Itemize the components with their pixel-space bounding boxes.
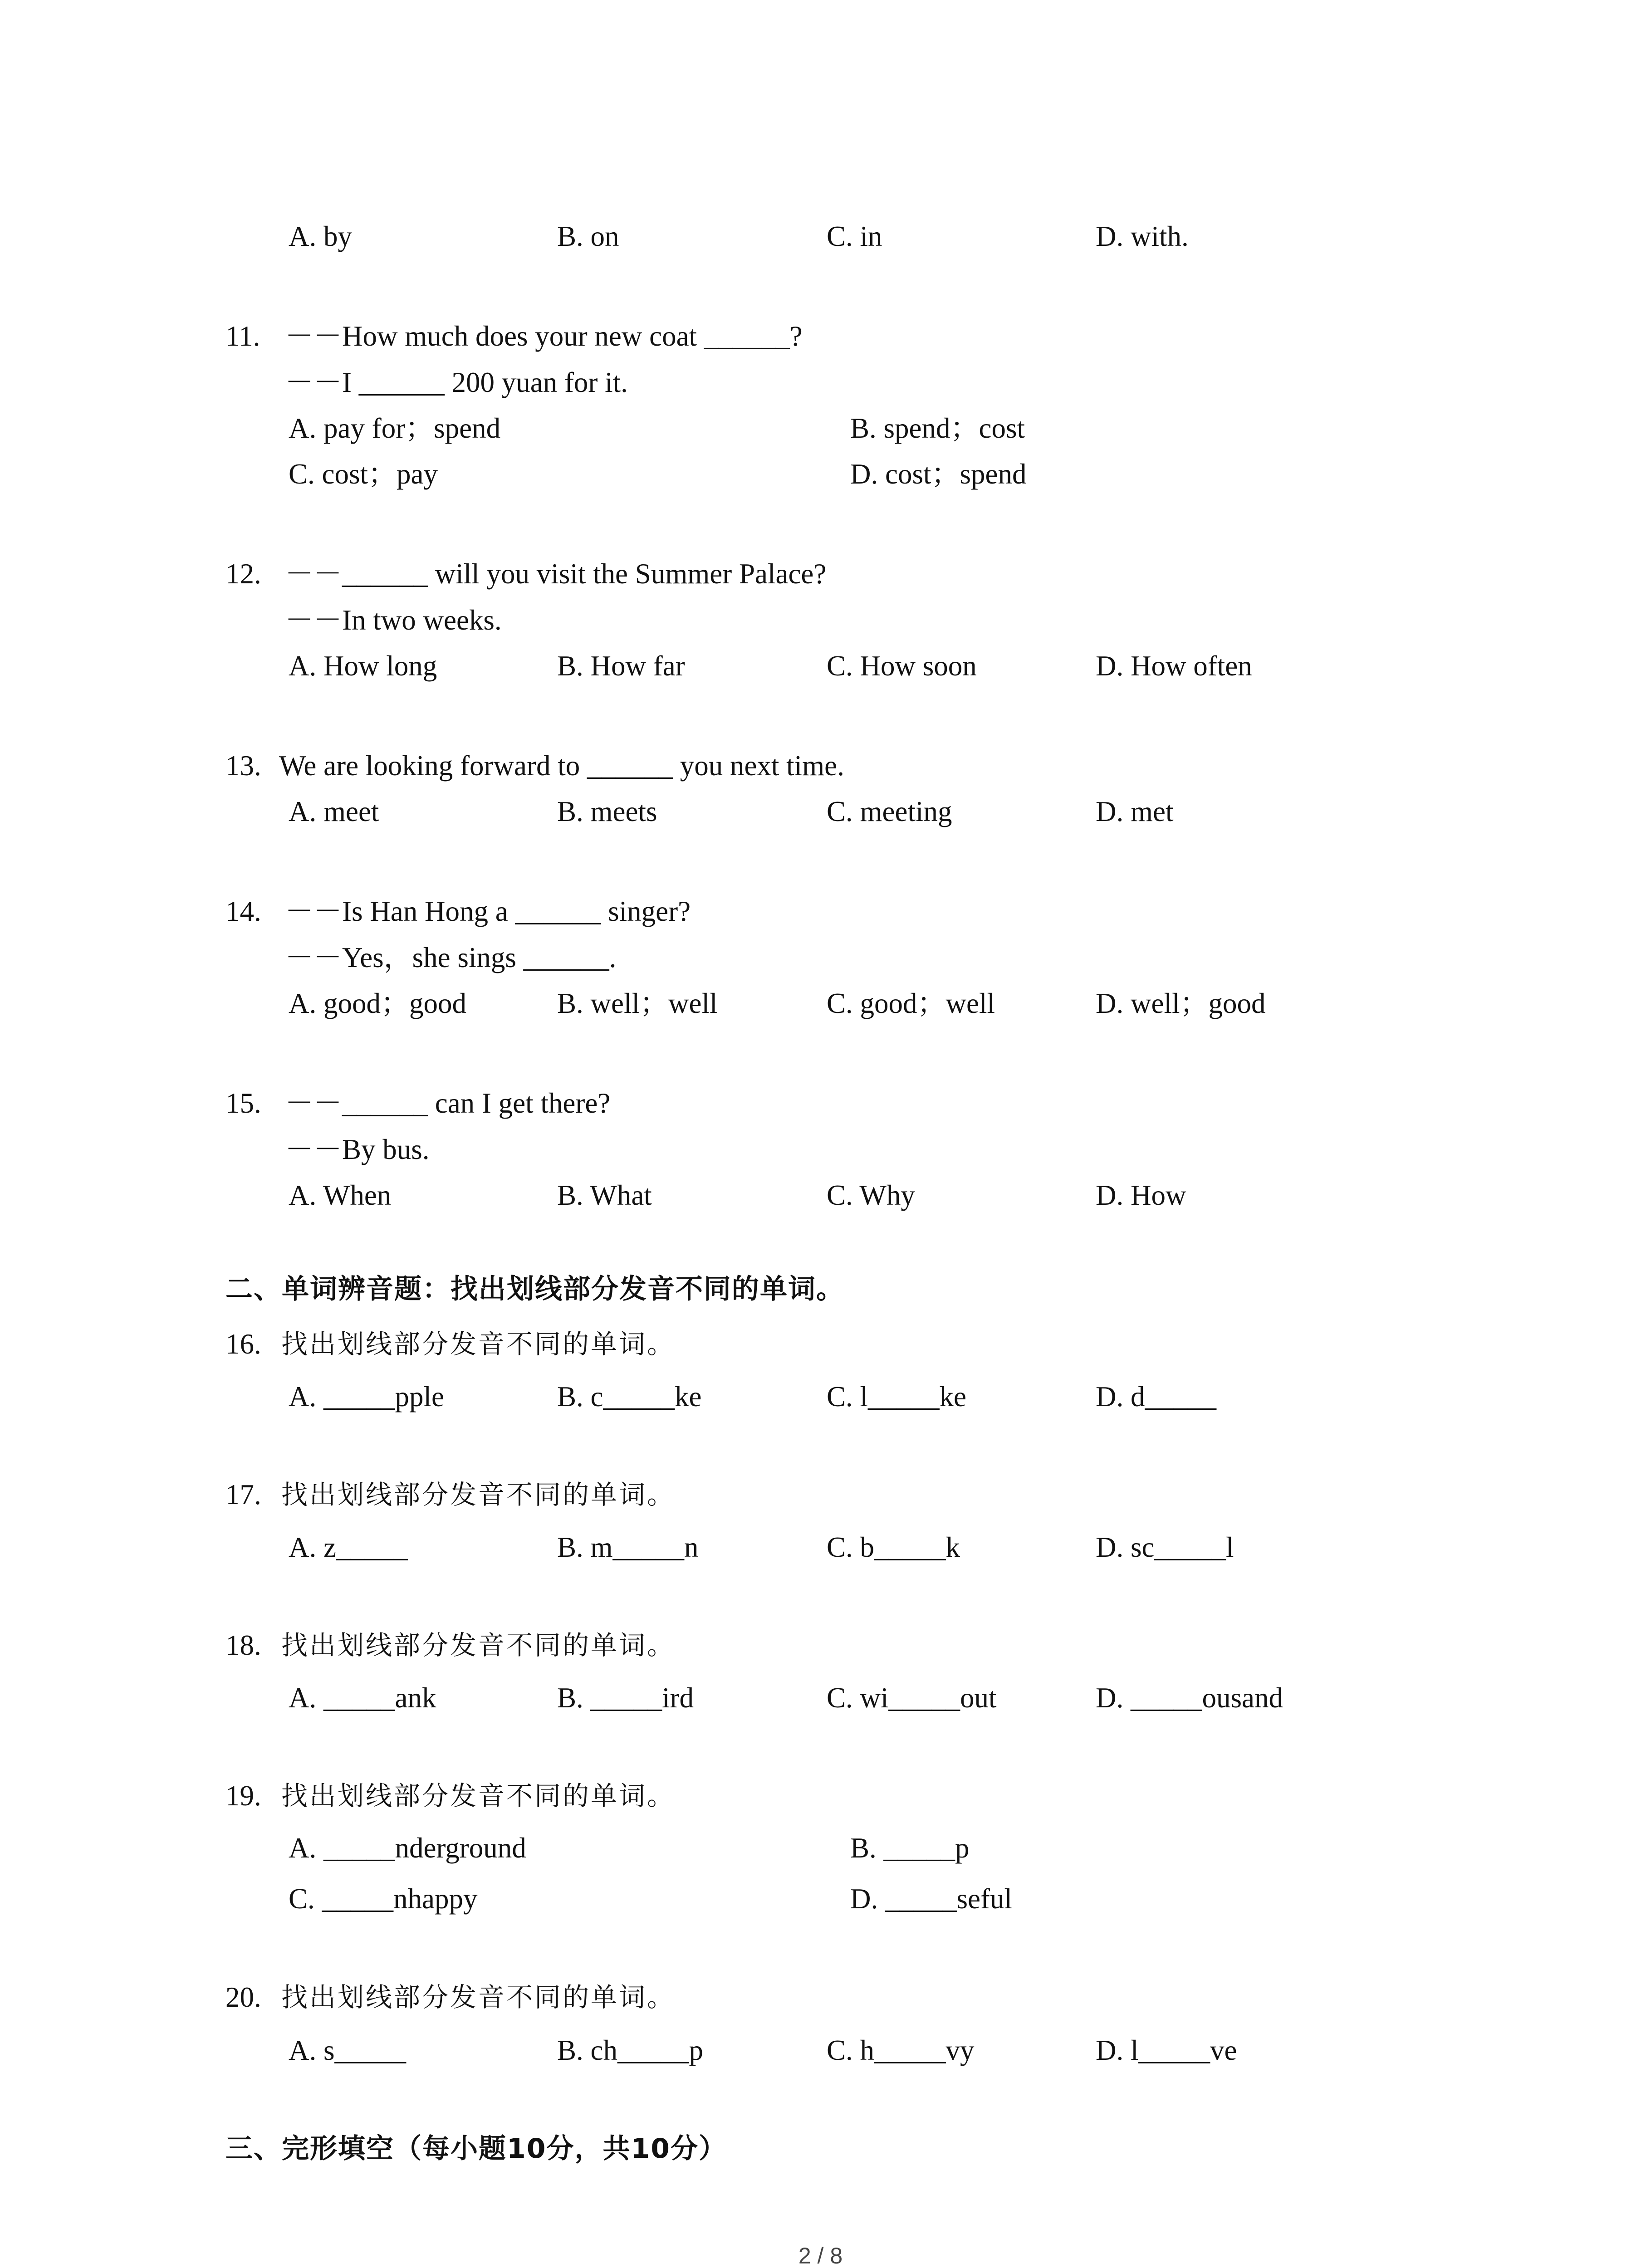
- q15-option-b: B. What: [557, 1179, 652, 1211]
- q20-number: 20.: [225, 1981, 261, 2013]
- q18-number: 18.: [225, 1629, 261, 1661]
- q20-prompt: 找出划线部分发音不同的单词。: [281, 1982, 676, 2013]
- q17-number: 17.: [225, 1479, 261, 1510]
- q11-question: －－How much does your new coat ______?: [285, 320, 803, 352]
- q11-option-b: B. spend；cost: [850, 412, 1025, 444]
- q12-option-a: A. How long: [289, 650, 437, 682]
- q14-option-d: D. well；good: [1096, 987, 1266, 1019]
- q13-option-d: D. met: [1096, 796, 1174, 827]
- q20-option-b: B. ch_____p: [557, 2034, 703, 2066]
- q16-prompt: 找出划线部分发音不同的单词。: [281, 1329, 676, 1359]
- q20-option-a: A. s_____: [289, 2034, 407, 2066]
- q11-answer-line: －－I ______ 200 yuan for it.: [285, 367, 628, 398]
- q11-option-d: D. cost；spend: [850, 458, 1027, 490]
- q19-option-a: A. _____nderground: [289, 1832, 526, 1864]
- q16-option-a: A. _____pple: [289, 1381, 444, 1413]
- q17-option-d: D. sc_____l: [1096, 1531, 1234, 1563]
- q19-prompt: 找出划线部分发音不同的单词。: [281, 1780, 676, 1811]
- q14-option-c: C. good；well: [827, 987, 995, 1019]
- q17-prompt: 找出划线部分发音不同的单词。: [281, 1479, 676, 1510]
- q12-option-b: B. How far: [557, 650, 685, 682]
- q15-question: －－______ can I get there?: [285, 1087, 611, 1119]
- q12-answer-line: －－In two weeks.: [285, 604, 502, 636]
- q13-question: We are looking forward to ______ you next time.: [279, 750, 844, 782]
- q20-option-d: D. l_____ve: [1096, 2034, 1237, 2066]
- q10-option-a: A. by: [289, 220, 352, 252]
- q20-option-c: C. h_____vy: [827, 2034, 975, 2066]
- q10-option-b: B. on: [557, 220, 619, 252]
- q19-number: 19.: [225, 1780, 261, 1812]
- q15-option-c: C. Why: [827, 1179, 915, 1211]
- q12-number: 12.: [225, 558, 261, 590]
- q18-prompt: 找出划线部分发音不同的单词。: [281, 1630, 676, 1661]
- q17-option-c: C. b_____k: [827, 1531, 960, 1563]
- q12-question: －－______ will you visit the Summer Palace?: [285, 558, 827, 590]
- q19-option-c: C. _____nhappy: [289, 1883, 478, 1915]
- q18-option-d: D. _____ousand: [1096, 1682, 1283, 1714]
- q14-option-a: A. good；good: [289, 987, 466, 1019]
- q10-option-c: C. in: [827, 220, 882, 252]
- page-indicator: 2 / 8: [798, 2243, 843, 2268]
- q12-option-d: D. How often: [1096, 650, 1252, 682]
- section-2-heading: 二、单词辨音题：找出划线部分发音不同的单词。: [225, 1273, 844, 1305]
- q18-option-b: B. _____ird: [557, 1682, 694, 1714]
- q19-option-b: B. _____p: [850, 1832, 970, 1864]
- q13-option-b: B. meets: [557, 796, 657, 827]
- section-3-heading: 三、完形填空（每小题10分，共10分）: [225, 2133, 727, 2165]
- q14-number: 14.: [225, 895, 261, 927]
- q19-option-d: D. _____seful: [850, 1883, 1012, 1915]
- q15-option-d: D. How: [1096, 1179, 1186, 1211]
- q15-answer-line: －－By bus.: [285, 1134, 430, 1165]
- q14-option-b: B. well；well: [557, 987, 718, 1019]
- q17-option-a: A. z_____: [289, 1531, 408, 1563]
- q18-option-a: A. _____ank: [289, 1682, 436, 1714]
- q16-option-d: D. d_____: [1096, 1381, 1216, 1413]
- q15-number: 15.: [225, 1087, 261, 1119]
- q15-option-a: A. When: [289, 1179, 392, 1211]
- q11-number: 11.: [225, 320, 260, 352]
- q13-option-a: A. meet: [289, 796, 379, 827]
- q16-option-b: B. c_____ke: [557, 1381, 702, 1413]
- q17-option-b: B. m_____n: [557, 1531, 699, 1563]
- q13-option-c: C. meeting: [827, 796, 952, 827]
- q16-option-c: C. l_____ke: [827, 1381, 966, 1413]
- q14-question: －－Is Han Hong a ______ singer?: [285, 895, 691, 927]
- q11-option-a: A. pay for；spend: [289, 412, 501, 444]
- q14-answer-line: －－Yes，she sings ______.: [285, 942, 617, 973]
- q13-number: 13.: [225, 750, 261, 782]
- q18-option-c: C. wi_____out: [827, 1682, 997, 1714]
- q11-option-c: C. cost；pay: [289, 458, 438, 490]
- q12-option-c: C. How soon: [827, 650, 977, 682]
- q16-number: 16.: [225, 1328, 261, 1360]
- q10-option-d: D. with.: [1096, 220, 1189, 252]
